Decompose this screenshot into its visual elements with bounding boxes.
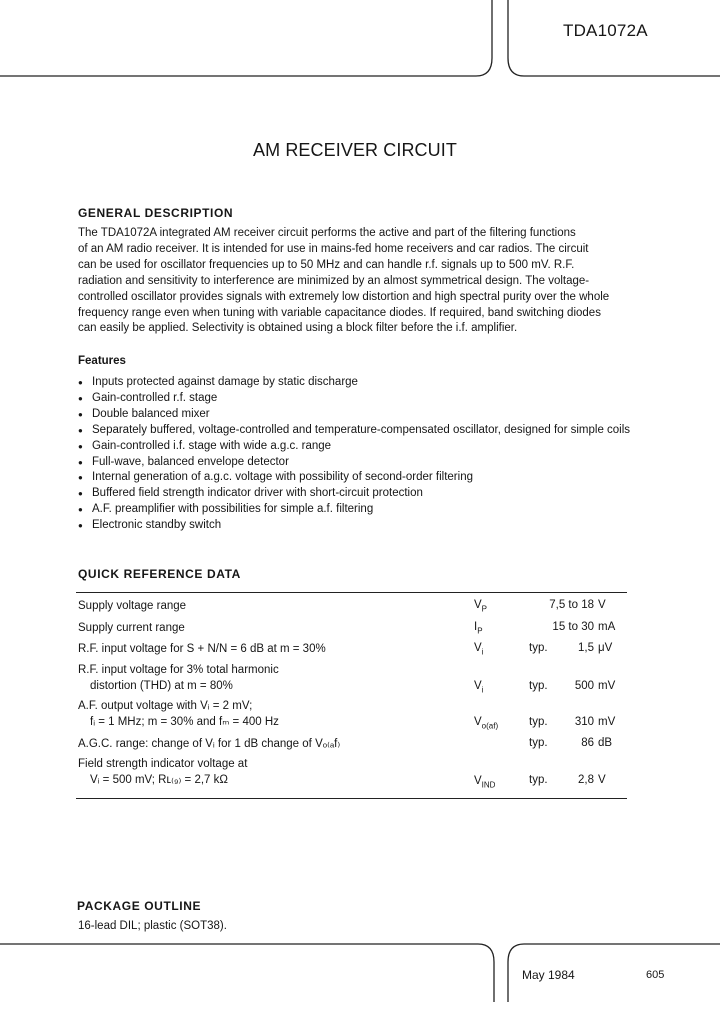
type-label: typ. — [529, 716, 548, 728]
parameter-label-continued: fᵢ = 1 MHz; m = 30% and fₘ = 400 Hz — [90, 716, 279, 728]
unit: dB — [598, 737, 613, 749]
footer-date: May 1984 — [522, 968, 575, 982]
parameter-label: R.F. input voltage for S + N/N = 6 dB at m = 30% — [78, 643, 326, 655]
feature-item: ● Double balanced mixer — [78, 407, 638, 423]
description-line: of an AM radio receiver. It is intended for use in mains-fed home receivers and car radios. The circuit — [78, 242, 589, 255]
feature-item: ● Separately buffered, voltage-controlled and temperature-compensated oscillator, designed for simple coils — [78, 423, 638, 439]
quick-reference-heading: QUICK REFERENCE DATA — [78, 567, 241, 581]
description-line: frequency range even when tuning with variable capacitance diodes. If required, band switching diodes — [78, 306, 601, 319]
package-outline-heading: PACKAGE OUTLINE — [77, 899, 202, 913]
unit: mV — [598, 716, 616, 728]
value: 2,8 — [578, 774, 594, 786]
feature-item: ● Buffered field strength indicator driver with short-circuit protection — [78, 486, 638, 502]
description-line: can be used for oscillator frequencies up to 50 MHz and can handle r.f. signals up to 500 mV. R.F. — [78, 258, 575, 271]
description-line: radiation and sensitivity to interference are minimized by an almost symmetrical design. The voltage- — [78, 274, 590, 287]
feature-item: ● Full-wave, balanced envelope detector — [78, 455, 638, 471]
value: 500 — [574, 680, 594, 692]
parameter-label: R.F. input voltage for 3% total harmonic — [78, 664, 279, 676]
description-line: The TDA1072A integrated AM receiver circuit performs the active and part of the filtering functions — [78, 227, 576, 239]
feature-item: ● Gain-controlled i.f. stage with wide a.g.c. range — [78, 439, 638, 455]
unit: μV — [598, 642, 613, 654]
type-label: typ. — [529, 737, 548, 749]
type-label: typ. — [529, 680, 548, 692]
parameter-label: Supply current range — [78, 622, 185, 634]
symbol: $I_P$ — [474, 621, 483, 636]
features-heading: Features — [78, 355, 126, 367]
type-label: typ. — [529, 642, 548, 654]
parameter-label: A.G.C. range: change of Vᵢ for 1 dB change of Vₒ₍ₐf₎ — [78, 738, 341, 750]
feature-item: ● Internal generation of a.g.c. voltage with possibility of second-order filtering — [78, 470, 638, 486]
symbol: $V_i$ — [474, 642, 484, 657]
value: 7,5 to 18 — [549, 599, 594, 611]
feature-item: ● Inputs protected against damage by static discharge — [78, 375, 638, 391]
general-description-text — [78, 226, 658, 337]
parameter-label: Field strength indicator voltage at — [78, 758, 248, 770]
symbol: $V_i$ — [474, 680, 484, 695]
feature-item: ● Electronic standby switch — [78, 518, 638, 534]
type-label: typ. — [529, 774, 548, 786]
page-number: 605 — [646, 969, 665, 981]
symbol: $V_{IND}$ — [474, 775, 496, 790]
part-number: TDA1072A — [563, 21, 648, 40]
description-line: controlled oscillator provides signals with extremely low distortion and high spectral purity over the whole — [78, 290, 610, 303]
package-outline-text: 16-lead DIL; plastic (SOT38). — [78, 920, 227, 932]
unit: mV — [598, 680, 616, 692]
value: 310 — [574, 716, 594, 728]
table-top-rule — [76, 592, 627, 593]
symbol: $V_{o(af)}$ — [474, 716, 499, 731]
page-title: AM RECEIVER CIRCUIT — [253, 140, 457, 160]
parameter-label-continued: Vᵢ = 500 mV; Rʟ₍₉₎ = 2,7 kΩ — [90, 774, 228, 786]
description-line: can easily be applied. Selectivity is obtained using a block filter before the i.f. amplifier. — [78, 322, 518, 335]
general-description-heading: GENERAL DESCRIPTION — [78, 206, 234, 220]
features-list — [78, 375, 638, 534]
parameter-label: Supply voltage range — [78, 600, 187, 612]
value: 86 — [581, 737, 594, 749]
feature-item: ● Gain-controlled r.f. stage — [78, 391, 638, 407]
unit: V — [598, 599, 606, 611]
parameter-label: A.F. output voltage with Vᵢ = 2 mV; — [78, 700, 253, 712]
unit: mA — [598, 621, 616, 633]
value: 15 to 30 — [552, 621, 594, 633]
symbol: $V_P$ — [474, 599, 488, 614]
table-bottom-rule — [76, 798, 627, 799]
feature-item: ● A.F. preamplifier with possibilities for simple a.f. filtering — [78, 502, 638, 518]
value: 1,5 — [578, 642, 594, 654]
parameter-label-continued: distortion (THD) at m = 80% — [90, 680, 233, 692]
unit: V — [598, 774, 606, 786]
